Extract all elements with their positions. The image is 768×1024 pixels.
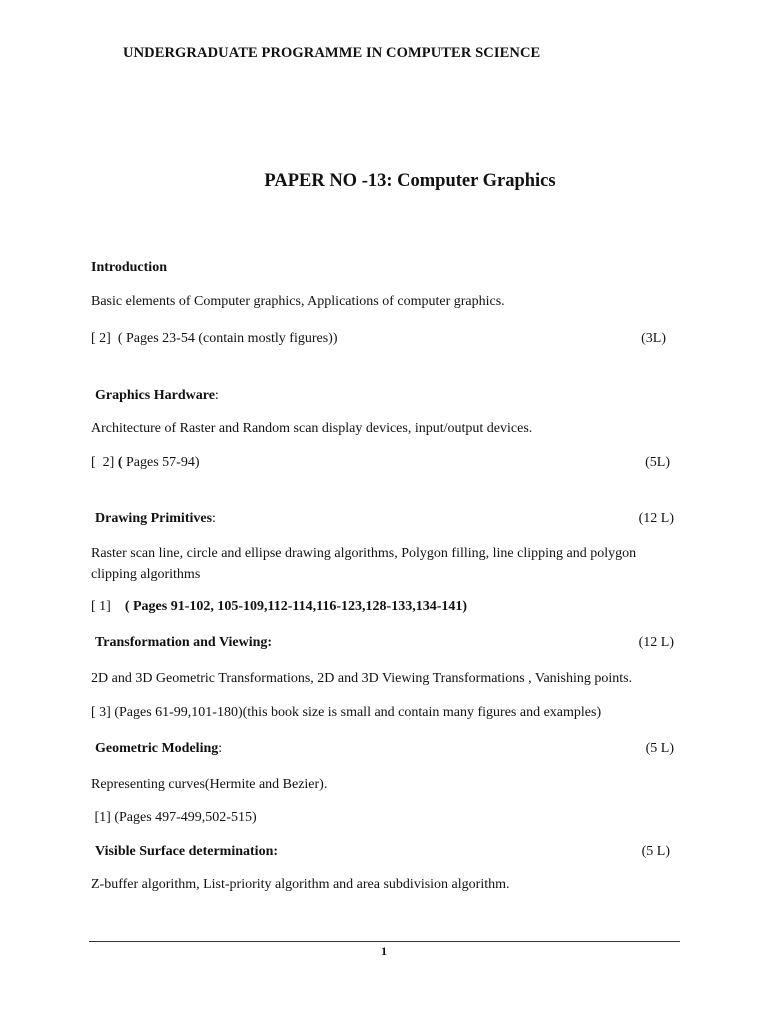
section-content-geometric-modeling: Representing curves(Hermite and Bezier). bbox=[91, 777, 328, 792]
reference-open-paren: ( bbox=[117, 455, 123, 470]
reference-pages: ( Pages 23-54 (contain mostly figures)) bbox=[117, 331, 338, 346]
heading-colon: : bbox=[212, 511, 216, 526]
reference-bracket: [ 2] bbox=[91, 455, 118, 470]
section-heading-visible-surface: Visible Surface determination: bbox=[95, 844, 279, 859]
footer-divider bbox=[89, 941, 680, 942]
section-reference-geometric-modeling: [1] (Pages 497-499,502-515) bbox=[91, 810, 257, 825]
section-reference-graphics-hardware bbox=[91, 455, 200, 471]
section-heading-transformation-viewing: Transformation and Viewing: bbox=[95, 635, 273, 650]
heading-text: Drawing Primitives bbox=[95, 511, 213, 526]
lecture-count-geometric-modeling: (5 L) bbox=[645, 741, 674, 756]
reference-pages: Pages 57-94) bbox=[122, 455, 200, 470]
heading-colon: : bbox=[218, 741, 223, 756]
section-heading-drawing-primitives bbox=[95, 511, 216, 527]
section-reference-transformation-viewing: [ 3] (Pages 61-99,101-180)(this book size is small and contain many figures and examples) bbox=[91, 705, 602, 720]
lecture-count-introduction: (3L) bbox=[641, 331, 666, 346]
reference-bracket: [ 2] bbox=[91, 331, 118, 346]
paper-title: PAPER NO -13: Computer Graphics bbox=[264, 171, 556, 191]
lecture-count-transformation-viewing: (12 L) bbox=[638, 635, 674, 650]
section-content-visible-surface: Z-buffer algorithm, List-priority algorithm and area subdivision algorithm. bbox=[91, 877, 510, 892]
section-reference-drawing-primitives bbox=[91, 599, 467, 615]
section-content-graphics-hardware: Architecture of Raster and Random scan display devices, input/output devices. bbox=[91, 421, 533, 436]
heading-text: Geometric Modeling bbox=[95, 741, 219, 756]
section-heading-geometric-modeling bbox=[95, 741, 222, 757]
reference-pages: ( Pages 91-102, 105-109,112-114,116-123,128-133,134-141) bbox=[124, 599, 468, 614]
section-content-transformation-viewing: 2D and 3D Geometric Transformations, 2D and 3D Viewing Transformations , Vanishing points. bbox=[91, 671, 633, 686]
heading-text: Graphics Hardware bbox=[95, 388, 215, 403]
reference-bracket: [ 1] bbox=[91, 599, 125, 614]
lecture-count-visible-surface: (5 L) bbox=[641, 844, 670, 859]
section-reference-introduction bbox=[91, 331, 338, 347]
page-number: 1 bbox=[381, 944, 387, 958]
programme-header: UNDERGRADUATE PROGRAMME IN COMPUTER SCIENCE bbox=[123, 45, 541, 61]
lecture-count-drawing-primitives: (12 L) bbox=[638, 511, 674, 526]
lecture-count-graphics-hardware: (5L) bbox=[645, 455, 670, 470]
heading-colon: : bbox=[214, 388, 219, 403]
section-heading-introduction: Introduction bbox=[91, 260, 167, 275]
section-content-introduction: Basic elements of Computer graphics, Applications of computer graphics. bbox=[91, 294, 505, 309]
section-heading-graphics-hardware bbox=[95, 388, 219, 404]
section-content-drawing-primitives: Raster scan line, circle and ellipse drawing algorithms, Polygon filling, line clipping and polygon clipping algorithms bbox=[91, 546, 637, 582]
